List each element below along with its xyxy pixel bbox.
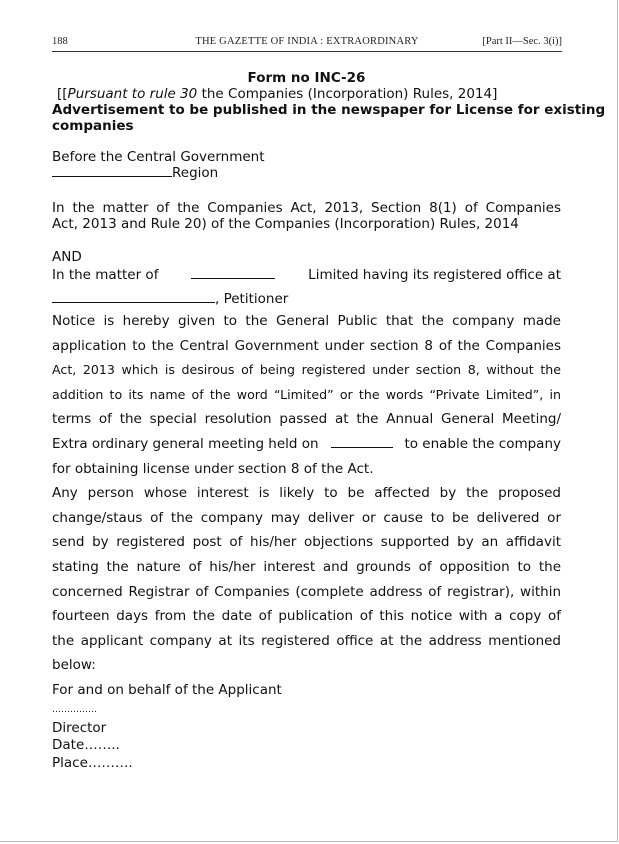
objection-line: concerned Registrar of Companies (complete address of registrar), within xyxy=(52,583,561,600)
objection-line: the applicant company at its registered office at the address mentioned xyxy=(52,632,561,649)
pursuant-italic: Pursuant to rule 30 xyxy=(67,86,198,102)
header-rule xyxy=(52,51,562,52)
pursuant-rest: the Companies (Incorporation) Rules, 2014] xyxy=(197,86,498,102)
petitioner-line xyxy=(52,291,561,307)
director-label: Director xyxy=(52,719,107,736)
form-title: Form no INC-26 xyxy=(247,70,366,86)
notice-line: terms of the special resolution passed at the Annual General Meeting/ xyxy=(52,411,561,428)
region-label: Region xyxy=(172,165,219,181)
address-blank xyxy=(52,291,215,303)
petitioner-label: , Petitioner xyxy=(215,291,289,307)
notice-last-line: for obtaining license under section 8 of the Act. xyxy=(52,460,374,477)
company-name-blank xyxy=(191,267,275,279)
limited-text: Limited having its registered office at xyxy=(308,267,561,283)
objection-line: change/staus of the company may deliver or cause to be delivered or xyxy=(52,509,561,526)
matter-line-1: In the matter of the Companies Act, 2013, Section 8(1) of Companies xyxy=(52,200,561,216)
matter-line-2: Act, 2013 and Rule 20) of the Companies (Incorporation) Rules, 2014 xyxy=(52,216,519,232)
meeting-prefix: Extra ordinary general meeting held on xyxy=(52,435,319,452)
notice-paragraph xyxy=(52,309,561,703)
pursuant-line xyxy=(57,86,561,102)
gazette-header xyxy=(52,36,562,52)
before-central-government: Before the Central Government xyxy=(52,149,265,165)
date-label: Date…….. xyxy=(52,737,120,753)
and-label: AND xyxy=(52,249,82,265)
objection-line: fourteen days from the date of publication of this notice with a copy of xyxy=(52,608,561,625)
heading-line-1: Advertisement to be published in the newspaper for License for existing xyxy=(52,102,606,118)
meeting-date-blank xyxy=(331,436,393,448)
region-blank xyxy=(52,165,172,177)
objection-line: Any person whose interest is likely to be affected by the proposed xyxy=(52,485,561,502)
gazette-title: THE GAZETTE OF INDIA : EXTRAORDINARY xyxy=(195,36,419,47)
page-number: 188 xyxy=(52,36,68,47)
region-line xyxy=(52,165,561,181)
pursuant-prefix: [[ xyxy=(57,86,68,102)
form-body xyxy=(52,70,606,772)
in-matter-of-line xyxy=(52,267,561,283)
objection-line: send by registered post of his/her objections supported by an affidavit xyxy=(52,534,561,551)
part-section: [Part II—Sec. 3(i)] xyxy=(482,36,562,47)
in-matter-of-label: In the matter of xyxy=(52,267,159,283)
notice-line: Notice is hereby given to the General Public that the company made xyxy=(52,313,561,329)
heading-line-2: companies xyxy=(52,118,134,134)
notice-line: addition to its name of the word “Limited” or the words “Private Limited”, in xyxy=(52,386,561,402)
signature-dots: …………… xyxy=(52,704,97,715)
objection-last-line: below: xyxy=(52,657,96,674)
behalf-line: For and on behalf of the Applicant xyxy=(52,681,282,698)
place-label: Place………. xyxy=(52,754,133,771)
meeting-suffix: to enable the company xyxy=(404,435,561,452)
objection-line: stating the nature of his/her interest and grounds of opposition to the xyxy=(52,558,561,575)
meeting-line xyxy=(52,432,561,457)
notice-line: Act, 2013 which is desirous of being registered under section 8, without the xyxy=(52,362,561,378)
notice-line: application to the Central Government under section 8 of the Companies xyxy=(52,337,561,354)
